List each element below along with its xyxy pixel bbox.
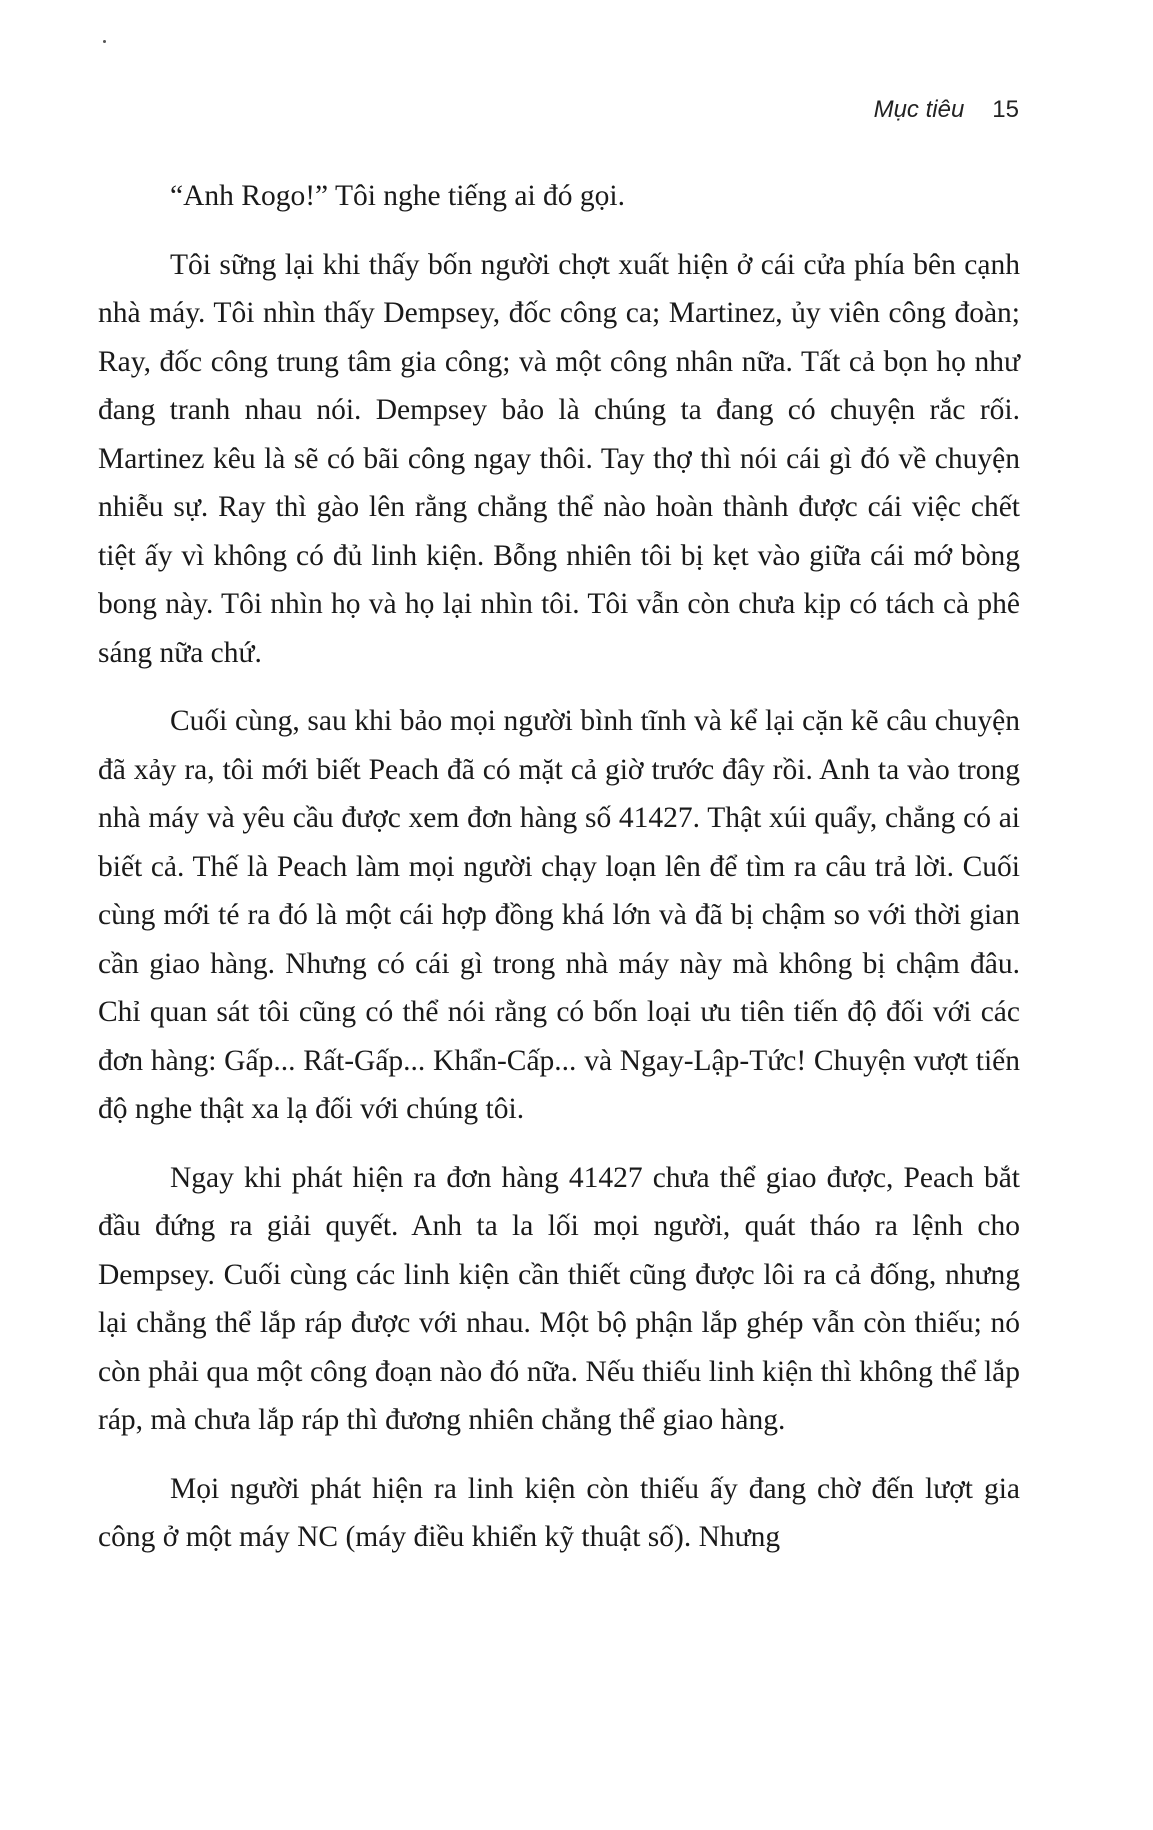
body-text [98, 172, 1020, 1582]
paragraph: Tôi sững lại khi thấy bốn người chợt xuất hiện ở cái cửa phía bên cạnh nhà máy. Tôi nhìn thấy Dempsey, đốc công ca; Martinez, ủy viên công đoàn; Ray, đốc công trung tâm gia công; và một công nhân nữa. Tất cả bọn họ như đang tranh nhau nói. Dempsey bảo là chúng ta đang có chuyện rắc rối. Martinez kêu là sẽ có bãi công ngay thôi. Tay thợ thì nói cái gì đó về chuyện nhiễu sự. Ray thì gào lên rằng chẳng thể nào hoàn thành được cái việc chết tiệt ấy vì không có đủ linh kiện. Bỗng nhiên tôi bị kẹt vào giữa cái mớ bòng bong này. Tôi nhìn họ và họ lại nhìn tôi. Tôi vẫn còn chưa kịp có tách cà phê sáng nữa chứ. [98, 248, 1020, 669]
paragraph: Cuối cùng, sau khi bảo mọi người bình tĩnh và kể lại cặn kẽ câu chuyện đã xảy ra, tôi mới biết Peach đã có mặt cả giờ trước đây rồi. Anh ta vào trong nhà máy và yêu cầu được xem đơn hàng số 41427. Thật xúi quẩy, chẳng có ai biết cả. Thế là Peach làm mọi người chạy loạn lên để tìm ra câu trả lời. Cuối cùng mới té ra đó là một cái hợp đồng khá lớn và đã bị chậm so với thời gian cần giao hàng. Nhưng có cái gì trong nhà máy này mà không bị chậm đâu. Chỉ quan sát tôi cũng có thể nói rằng có bốn loại ưu tiên tiến độ đối với các đơn hàng: Gấp... Rất-Gấp... Khẩn-Cấp... và Ngay-Lập-Tức! Chuyện vượt tiến độ nghe thật xa lạ đối với chúng tôi. [98, 705, 1020, 1125]
scan-speck [103, 40, 106, 43]
running-head-title: Mục tiêu [873, 96, 965, 123]
paragraph: Mọi người phát hiện ra linh kiện còn thiếu ấy đang chờ đến lượt gia công ở một máy NC (máy điều khiển kỹ thuật số). Nhưng [98, 1472, 1020, 1553]
running-head [874, 96, 1019, 124]
paragraph: Ngay khi phát hiện ra đơn hàng 41427 chưa thể giao được, Peach bắt đầu đứng ra giải quyết. Anh ta la lối mọi người, quát tháo ra lệnh cho Dempsey. Cuối cùng các linh kiện cần thiết cũng được lôi ra cả đống, nhưng lại chẳng thể lắp ráp được với nhau. Một bộ phận lắp ghép vẫn còn thiếu; nó còn phải qua một công đoạn nào đó nữa. Nếu thiếu linh kiện thì không thể lắp ráp, mà chưa lắp ráp thì đương nhiên chẳng thể giao hàng. [98, 1161, 1020, 1436]
paragraph: “Anh Rogo!” Tôi nghe tiếng ai đó gọi. [170, 180, 625, 212]
page-number: 15 [992, 96, 1019, 123]
